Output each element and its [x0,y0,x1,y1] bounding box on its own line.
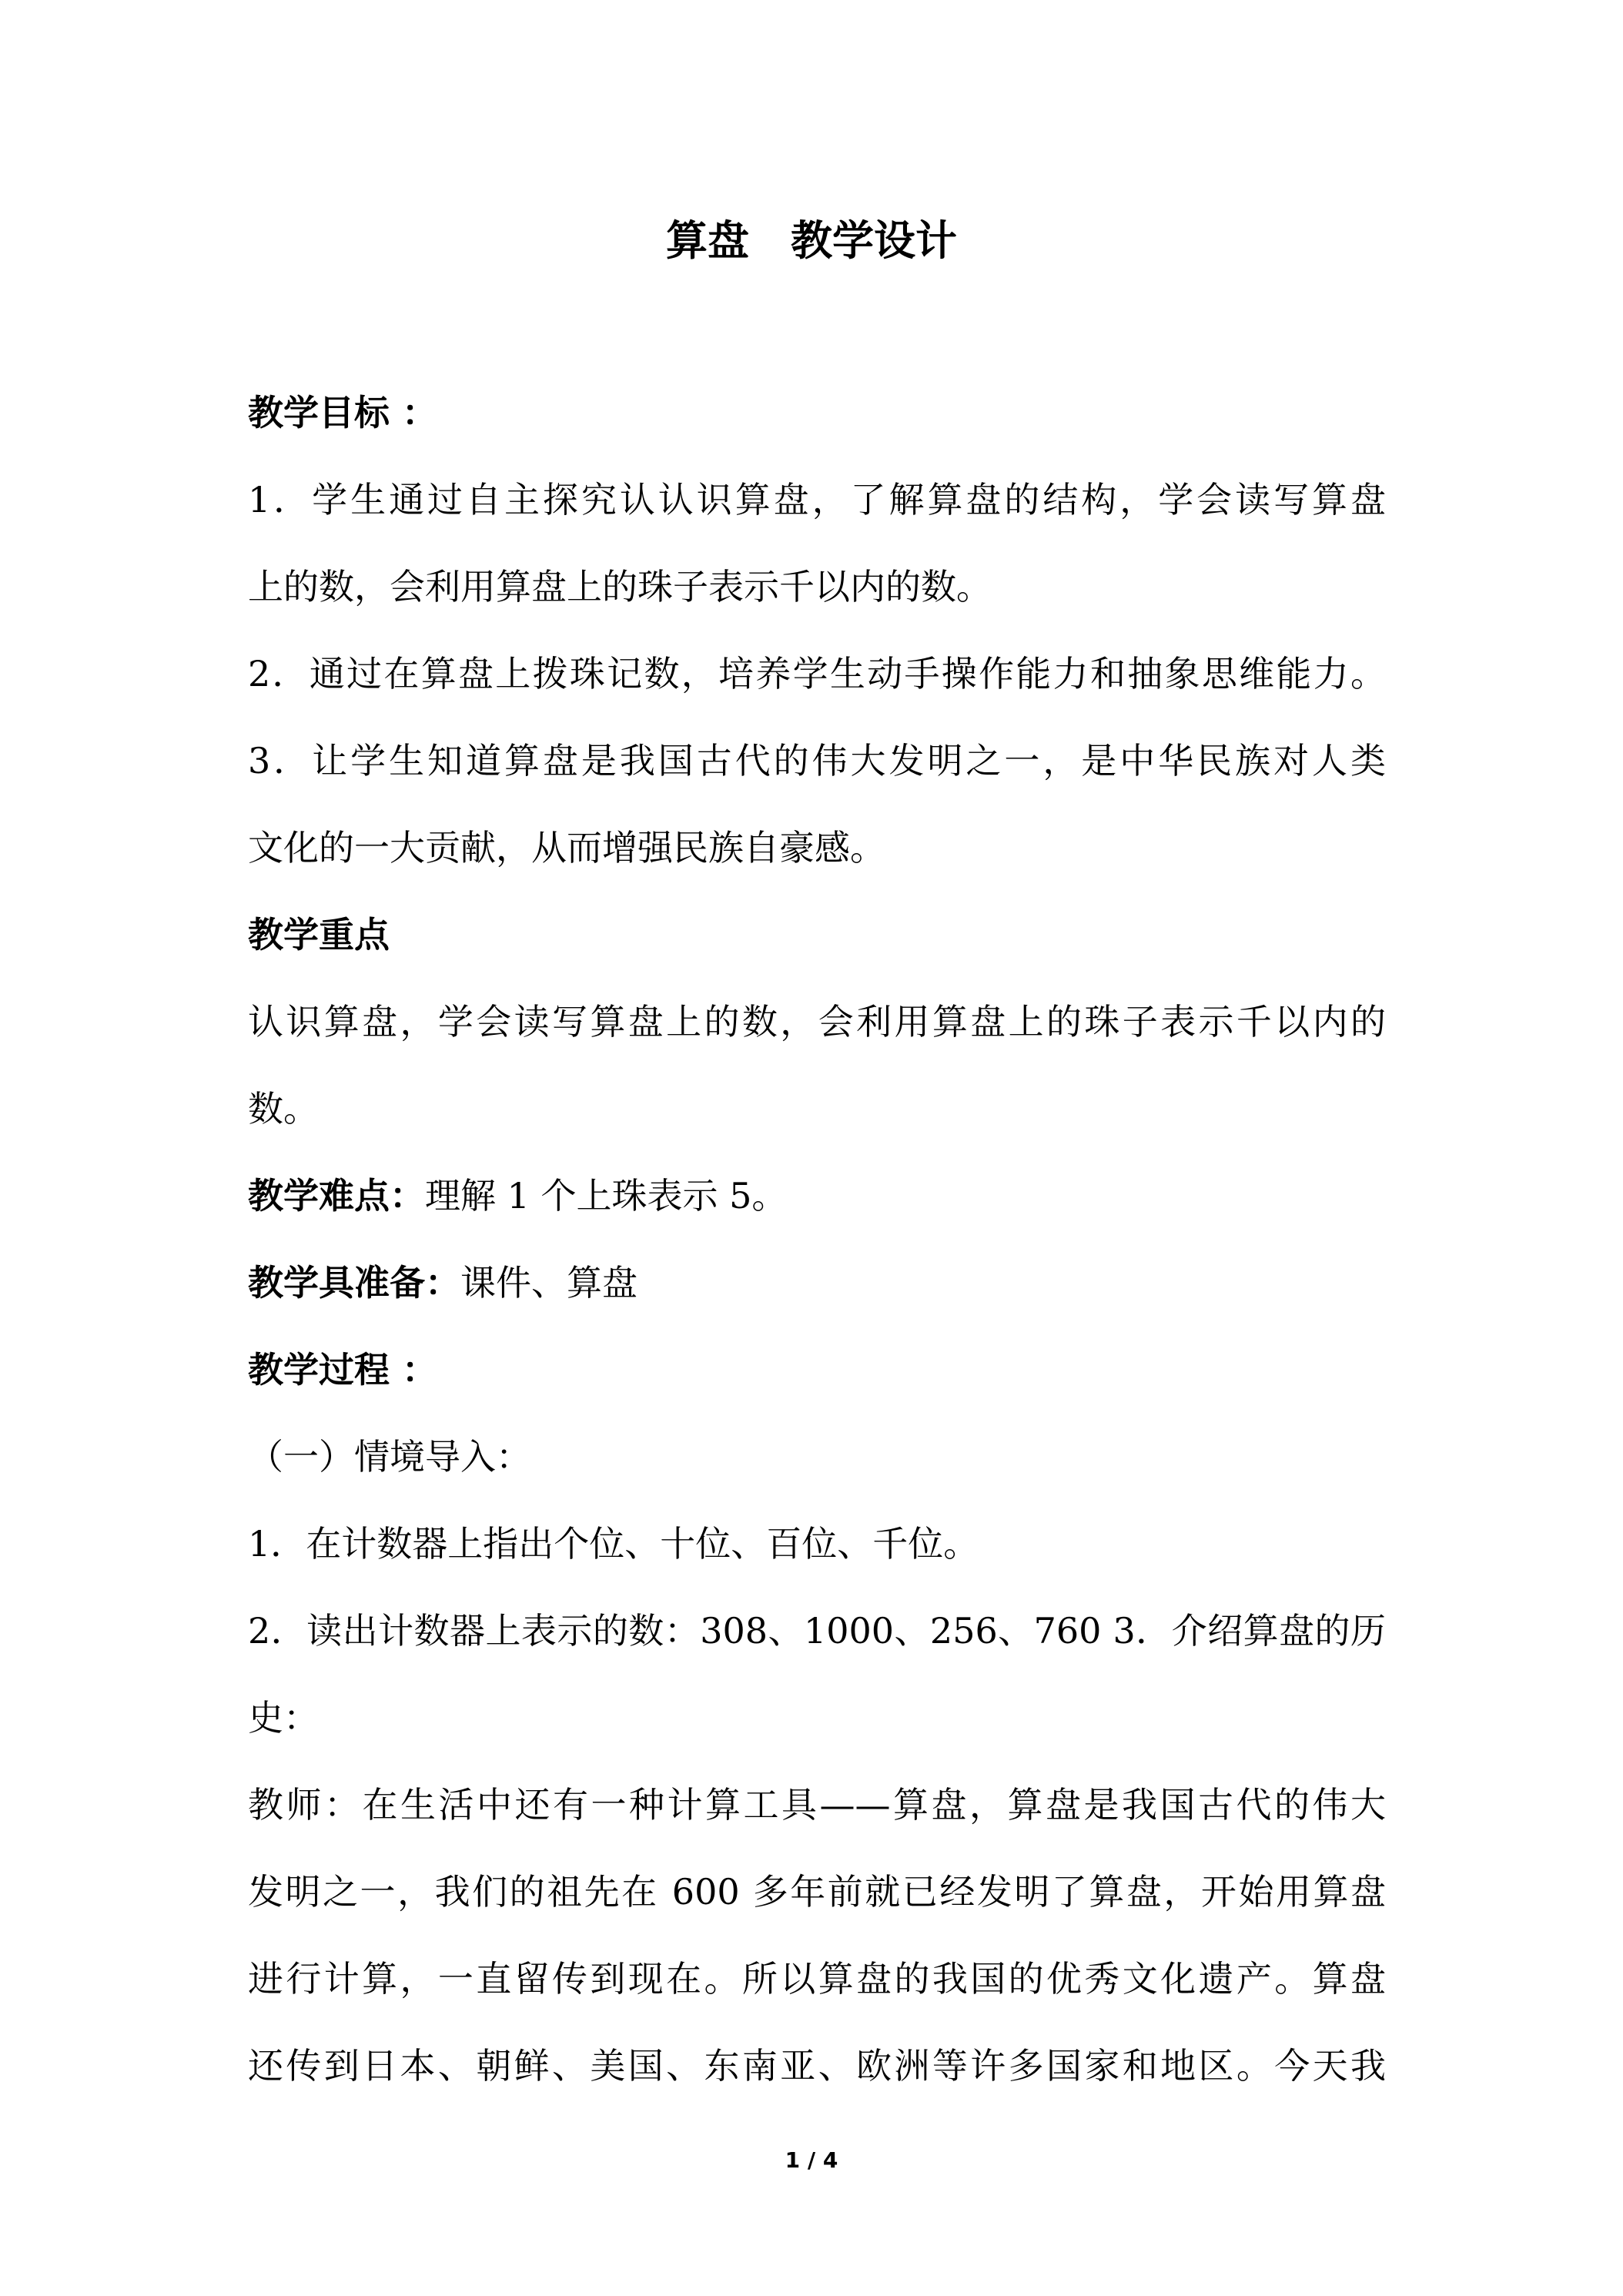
teacher-paragraph-line-2: 发明之一，我们的祖先在 600 多年前就已经发明了算盘，开始用算盘 [248,1871,1386,1913]
tools-label: 教学具准备： [248,1262,460,1304]
goal-1-line-1: 1．学生通过自主探究认认识算盘，了解算盘的结构，学会读写算盘 [248,479,1386,520]
tools-line [248,1240,1386,1327]
document-title: 算盘 教学设计 [666,216,957,265]
goal-3-line-2: 文化的一大贡献，从而增强民族自豪感。 [248,827,885,869]
section-heading-goals: 教学目标 ： [248,392,438,433]
step-1-heading: （一）情境导入： [248,1436,531,1478]
step-1-item-2-line-1: 2．读出计数器上表示的数：308、1000、256、760 3．介绍算盘的历 [248,1610,1386,1652]
section-heading-key-points: 教学重点 [248,914,390,956]
key-points-line-1: 认识算盘，学会读写算盘上的数，会利用算盘上的珠子表示千以内的 [248,1001,1386,1043]
teacher-paragraph-line-1: 教师：在生活中还有一种计算工具——算盘，算盘是我国古代的伟大 [248,1784,1386,1826]
step-1-item-1: 1．在计数器上指出个位、十位、百位、千位。 [248,1523,979,1565]
goal-1-line-2: 上的数，会利用算盘上的珠子表示千以内的数。 [248,566,992,607]
page-number: 1 / 4 [785,2147,838,2173]
difficulty-line [248,1153,1386,1240]
teacher-paragraph-line-4: 还传到日本、朝鲜、美国、东南亚、欧洲等许多国家和地区。今天我 [248,2045,1386,2087]
section-heading-process: 教学过程 ： [248,1349,438,1391]
goal-2-line: 2．通过在算盘上拨珠记数，培养学生动手操作能力和抽象思维能力。 [248,653,1386,694]
tools-text: 课件、算盘 [460,1262,637,1304]
document-body [248,370,1386,2110]
step-1-item-2-line-2: 史： [248,1697,319,1739]
difficulty-label: 教学难点： [248,1175,425,1217]
goal-3-line-1: 3．让学生知道算盘是我国古代的伟大发明之一，是中华民族对人类 [248,740,1386,782]
teacher-paragraph-line-3: 进行计算，一直留传到现在。所以算盘的我国的优秀文化遗产。算盘 [248,1958,1386,2000]
difficulty-text: 理解 1 个上珠表示 5。 [425,1175,788,1217]
key-points-line-2: 数。 [248,1088,319,1130]
